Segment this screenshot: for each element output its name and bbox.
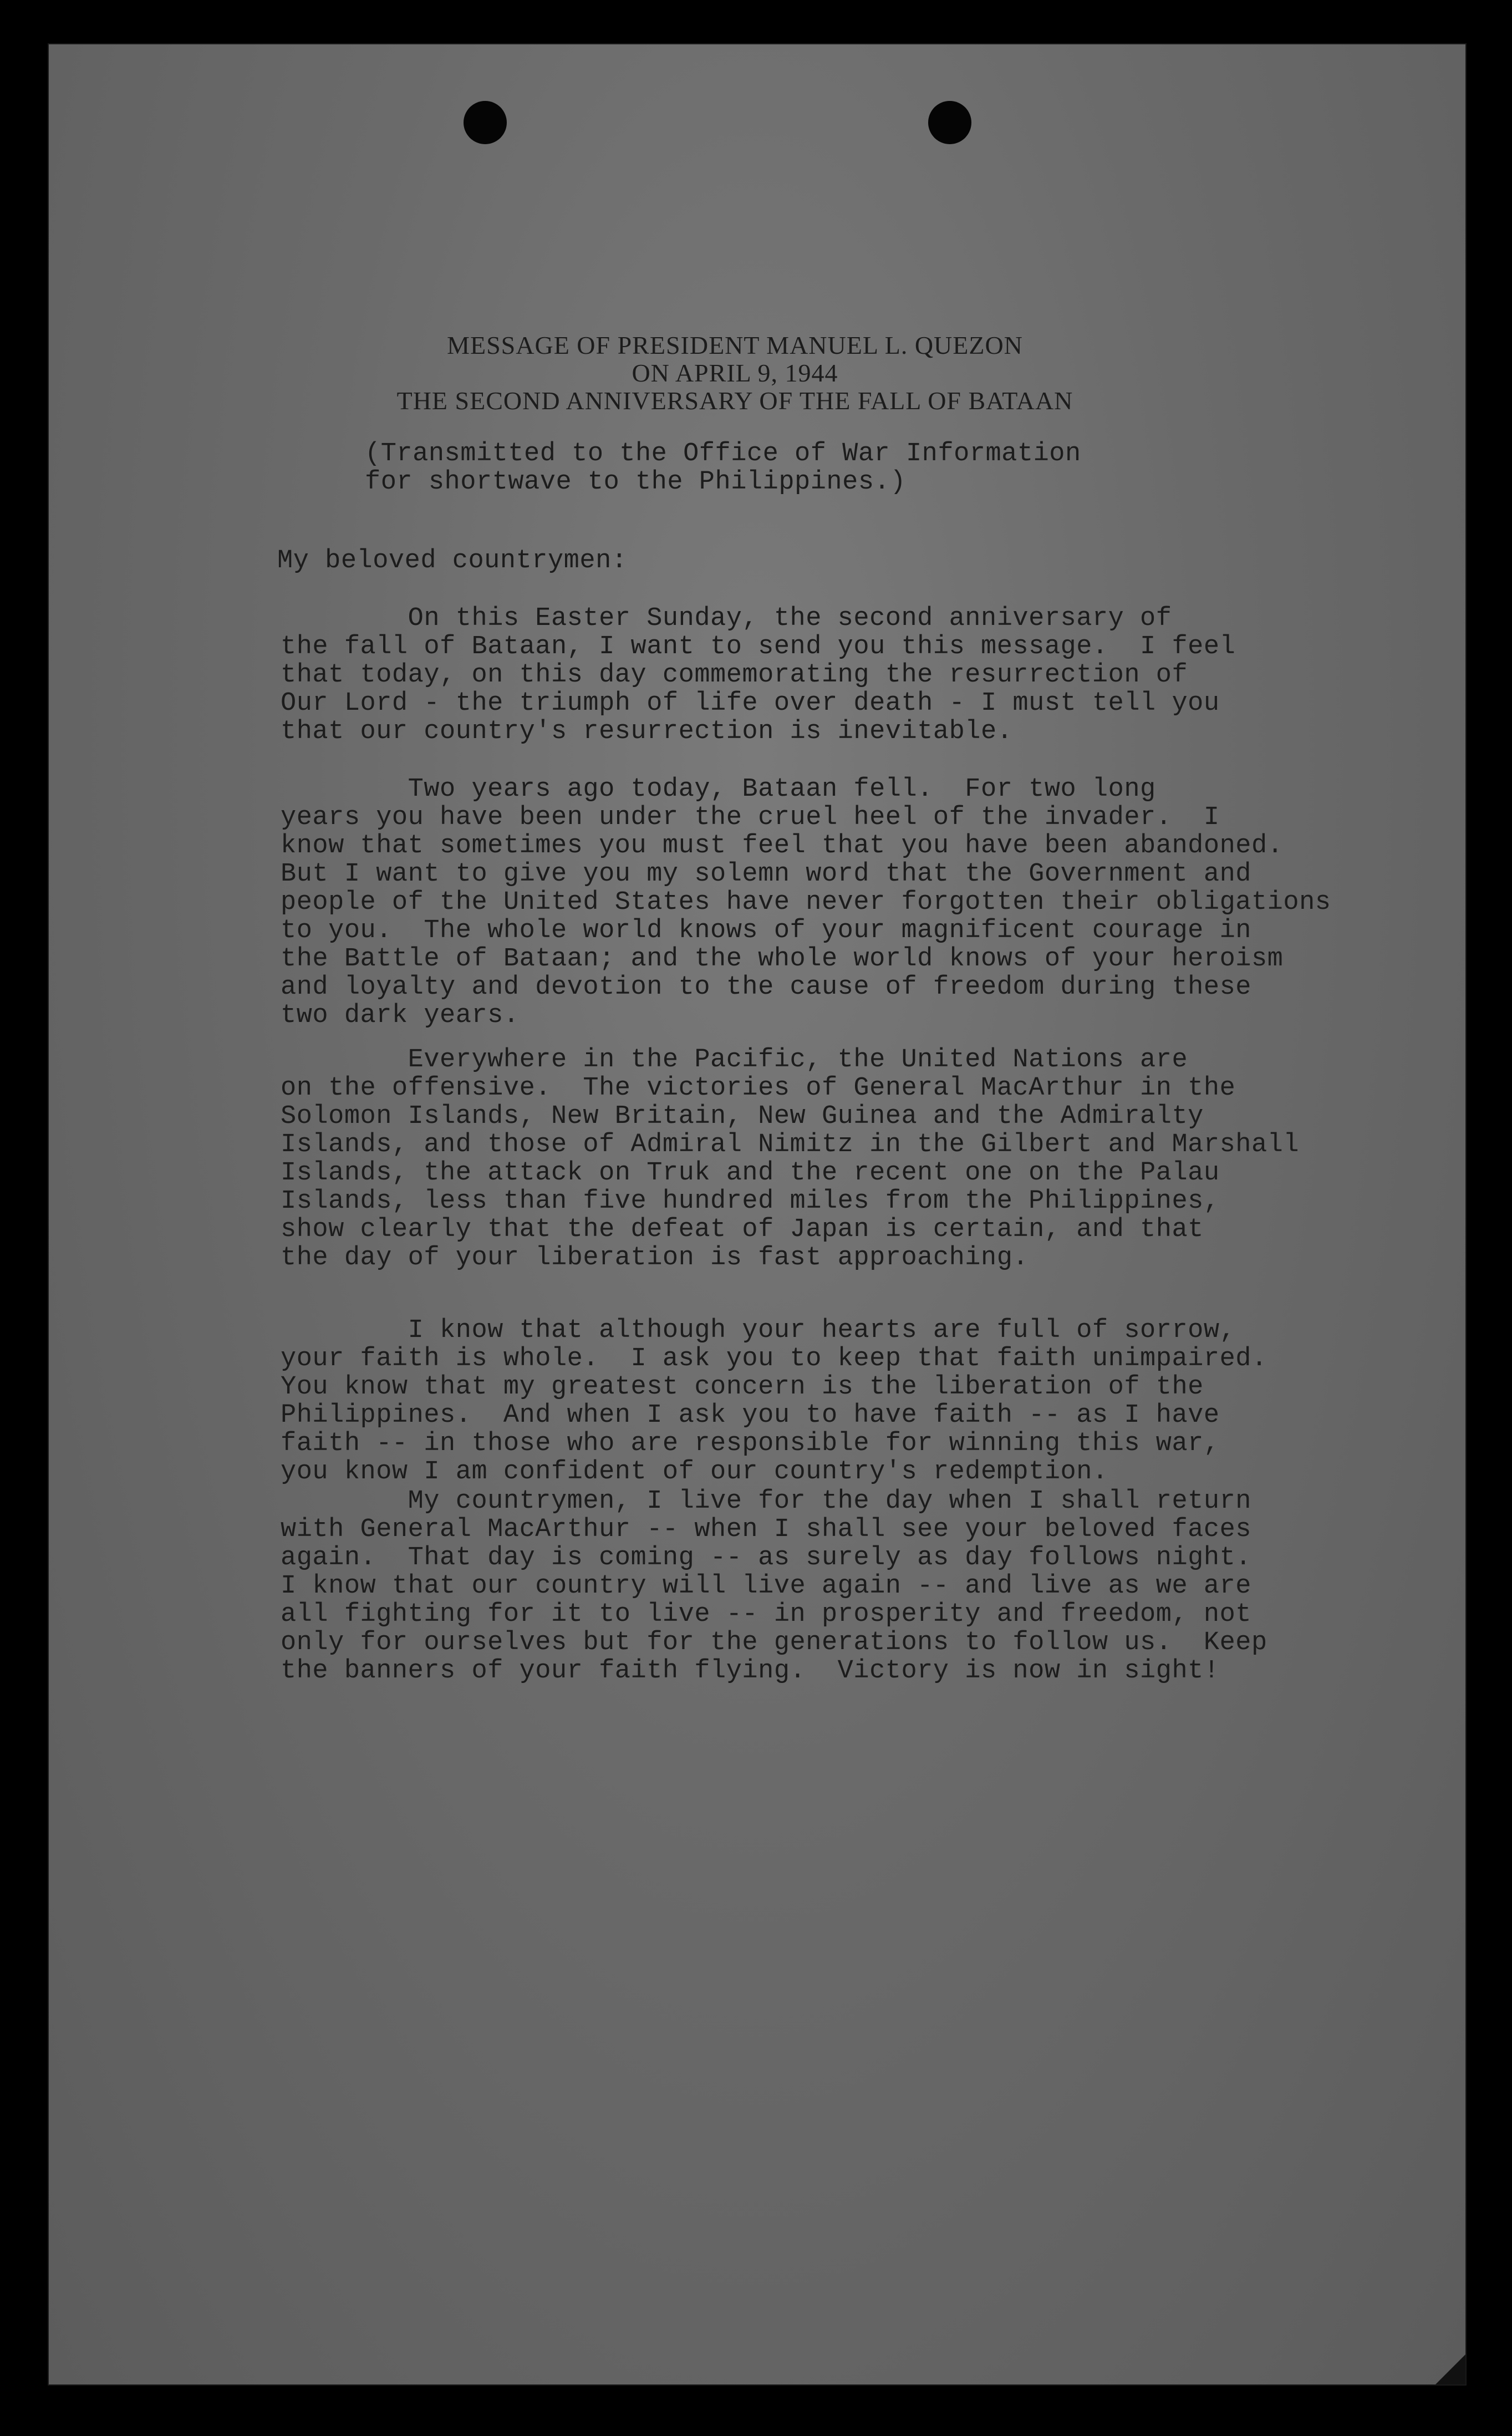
title-line-1: MESSAGE OF PRESIDENT MANUEL L. QUEZON <box>447 331 1023 359</box>
title-line-3: THE SECOND ANNIVERSARY OF THE FALL OF BATAAN <box>396 386 1073 415</box>
document-page <box>49 44 1465 2384</box>
folded-corner <box>1435 2354 1465 2384</box>
paragraph-1: On this Easter Sunday, the second anniversary of the fall of Bataan, I want to send you this message. I feel that today, on this day commemorating the resurrection of Our Lord - the triumph of life over death - I must tell you that our country's resurrection is inevitable. <box>281 604 1236 746</box>
paragraph-4: I know that although your hearts are full of sorrow, your faith is whole. I ask you to keep that faith unimpaired. You know that my greatest concern is the liberation of the Philippines. And when I ask you to have faith -- as I have faith -- in those who are responsible for winning this war, you know I am confident of our country's redemption. <box>281 1316 1267 1487</box>
transmission-note: (Transmitted to the Office of War Information for shortwave to the Philippines.) <box>365 439 1081 497</box>
paragraph-3: Everywhere in the Pacific, the United Nations are on the offensive. The victories of General MacArthur in the Solomon Islands, New Britain, New Guinea and the Admiralty Islands, and those of Admiral Nimitz in the Gilbert and Marshall Islands, the attack on Truk and the recent one on the Palau Islands, less than five hundred miles from the Philippines, show clearly that the defeat of Japan is certain, and that the day of your liberation is fast approaching. <box>281 1045 1300 1273</box>
paragraph-5: My countrymen, I live for the day when I shall return with General MacArthur -- when I shall see your beloved faces again. That day is coming -- as surely as day follows night. I know that our country will live again -- and live as we are all fighting for it to live -- in prosperity and freedom, not only for ourselves but for the generations to follow us. Keep the banners of your faith flying. Victory is now in sight! <box>281 1487 1267 1686</box>
paragraph-2: Two years ago today, Bataan fell. For two long years you have been under the cruel heel of the invader. I know that sometimes you must feel that you have been abandoned. But I want to give you my solemn word that the Government and people of the United States have never forgotten their obligations to you. The whole world knows of your magnificent courage in the Battle of Bataan; and the whole world knows of your heroism and loyalty and devotion to the cause of freedom during these two dark years. <box>281 775 1331 1030</box>
title-line-2: ON APRIL 9, 1944 <box>632 359 838 387</box>
punch-hole-left <box>464 101 507 144</box>
salutation: My beloved countrymen: <box>277 546 628 576</box>
punch-hole-right <box>928 101 971 144</box>
